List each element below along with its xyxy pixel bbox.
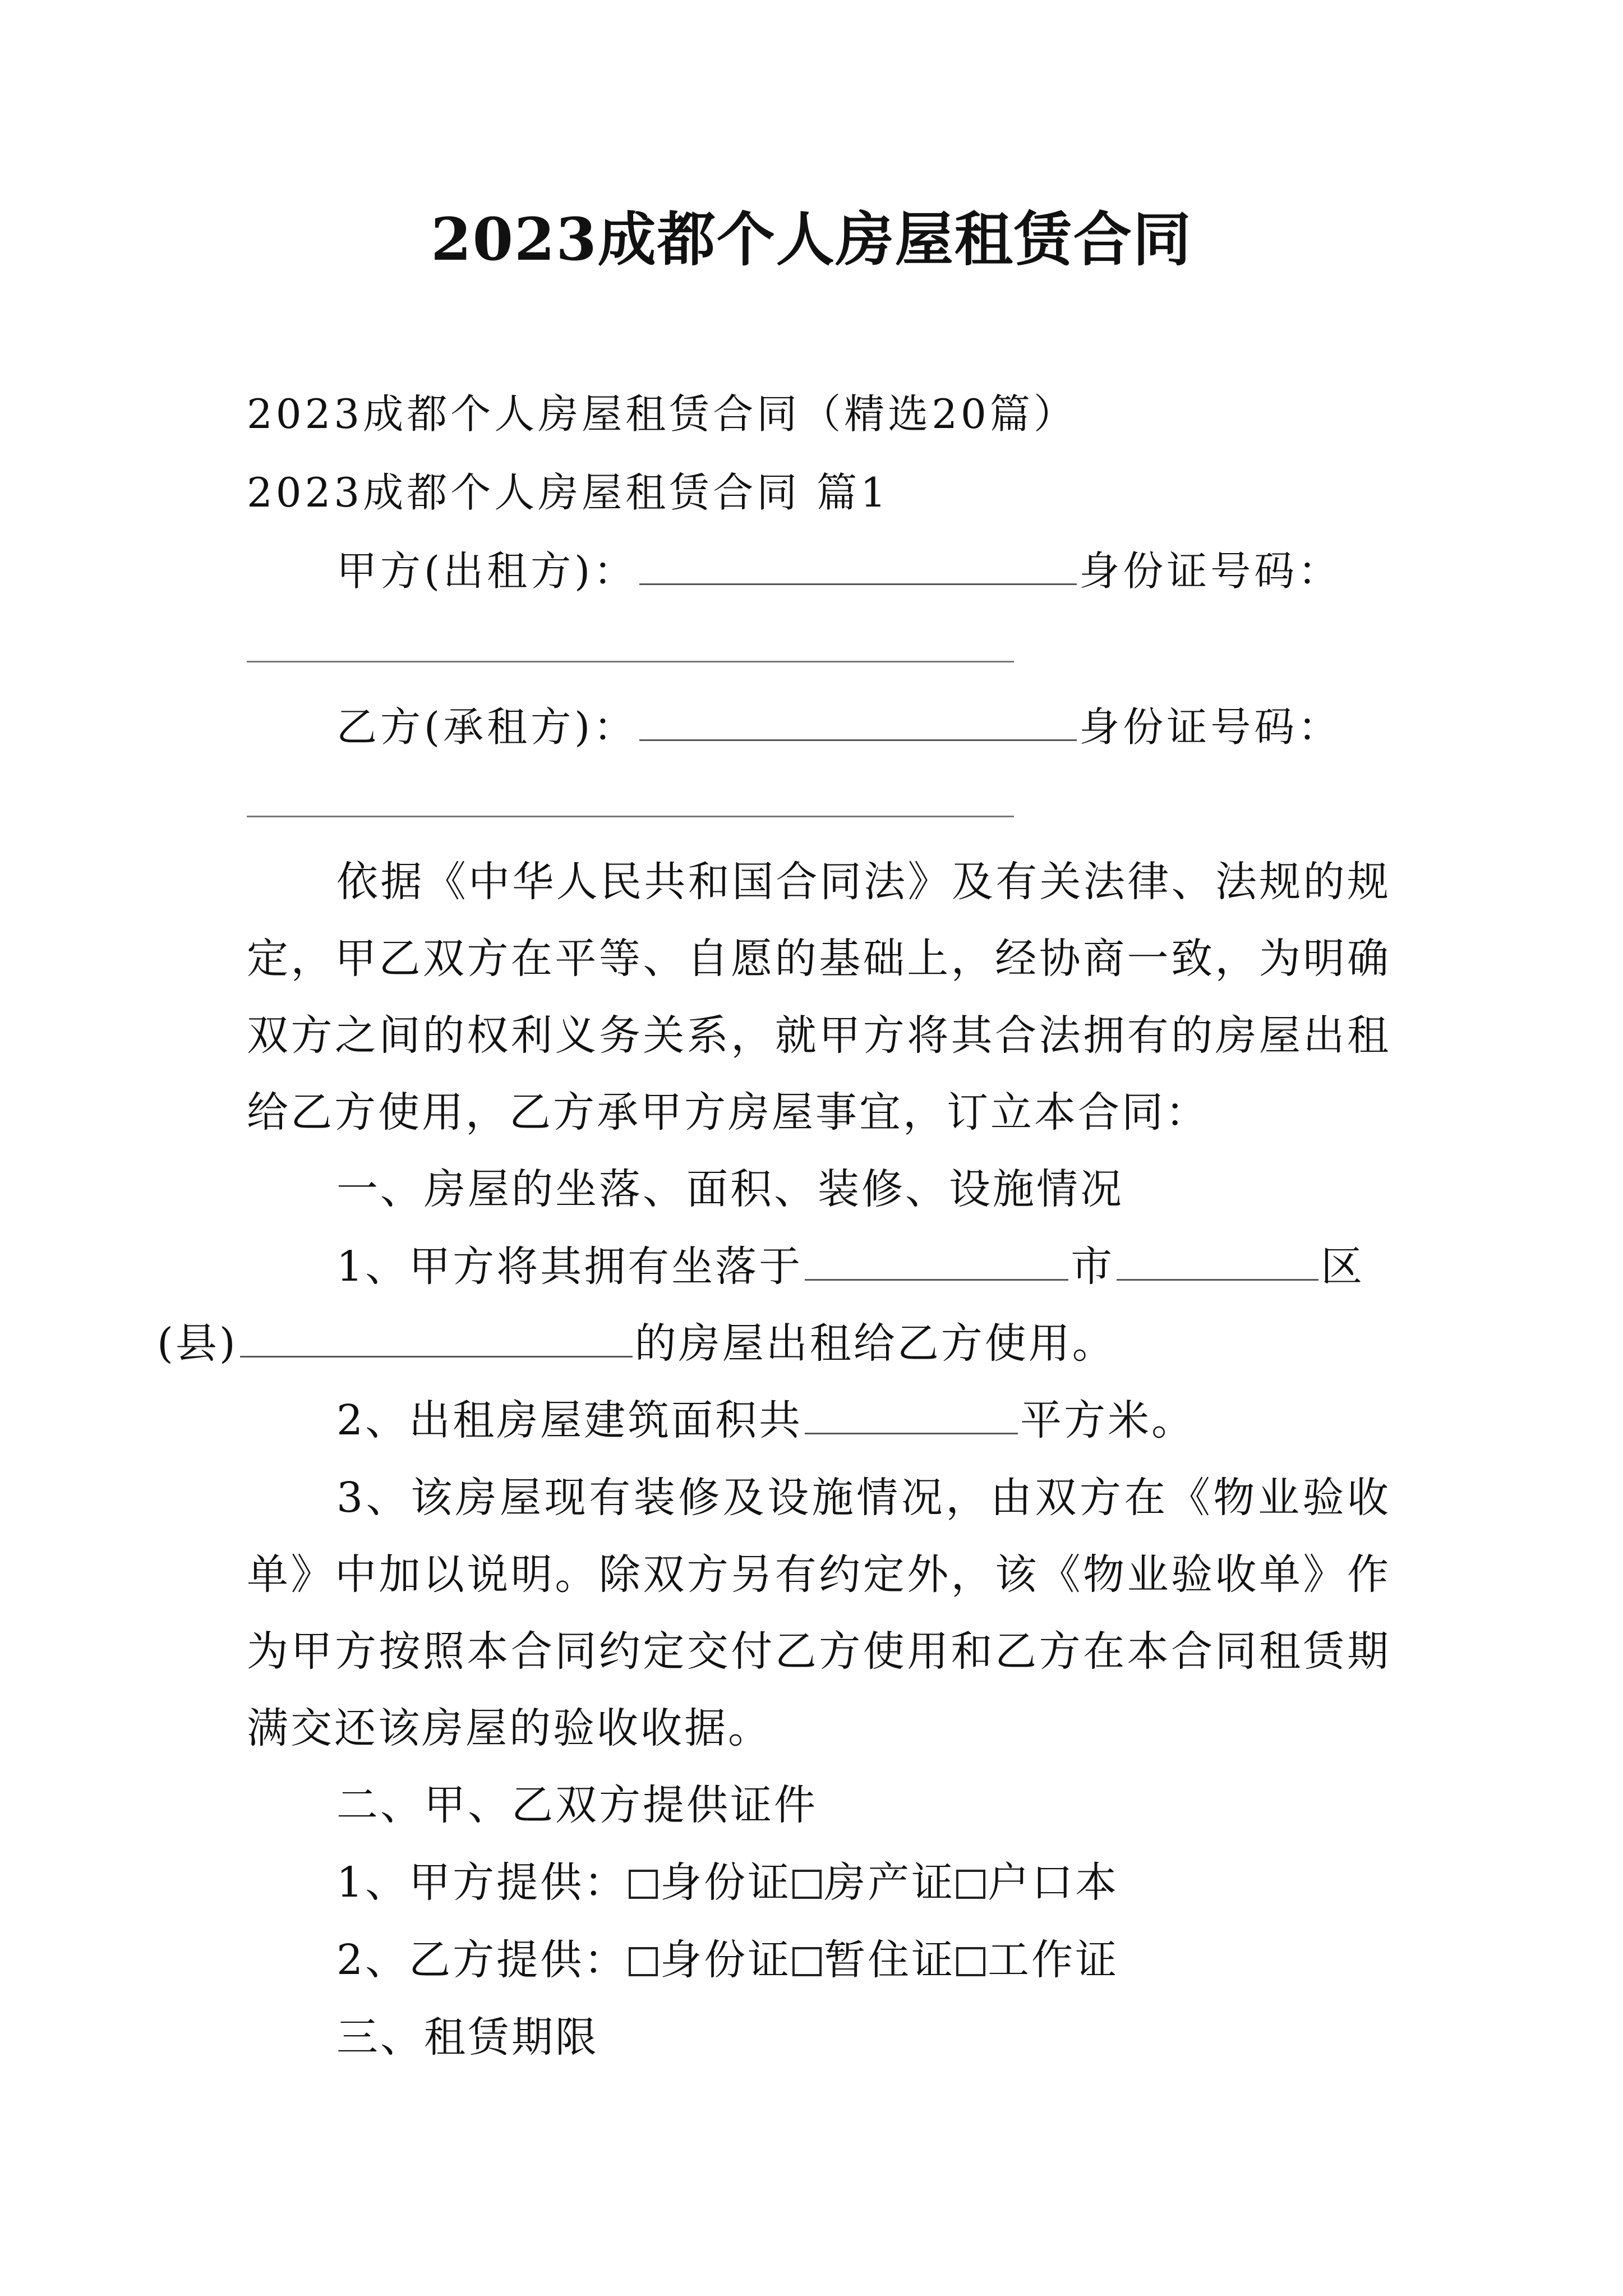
doc-id-card: 身份证 [660, 1936, 792, 1984]
checkbox-icon [956, 1947, 985, 1976]
checkbox-icon [792, 1947, 822, 1976]
item1-tail: 的房屋出租给乙方使用。 [634, 1319, 1116, 1368]
party-a-id-blank [247, 661, 1014, 662]
subtitle: 2023成都个人房屋租赁合同（精选20篇） [247, 390, 1077, 438]
party-a-docs-label: 1、甲方提供： [336, 1858, 628, 1907]
party-b-name-blank [639, 700, 1077, 741]
party-b-label: 乙方(承租方)： [336, 703, 638, 751]
party-b-id-label: 身份证号码： [1079, 703, 1342, 751]
item1-county-label: (县) [157, 1319, 238, 1368]
article3-heading: 三、租赁期限 [336, 2013, 599, 2062]
item2-prefix: 2、出租房屋建筑面积共 [336, 1396, 803, 1444]
area-blank [805, 1393, 1018, 1434]
address-blank [240, 1317, 633, 1358]
city-blank [805, 1240, 1068, 1281]
item1-prefix: 1、甲方将其拥有坐落于 [336, 1243, 803, 1291]
document-title: 2023成都个人房屋租赁合同 [431, 205, 1192, 274]
party-b-line [336, 699, 1341, 755]
article2-heading: 二、甲、乙双方提供证件 [336, 1781, 818, 1829]
doc-household-register: 户口本 [988, 1858, 1119, 1907]
party-a-label: 甲方(出租方)： [336, 547, 638, 595]
doc-id-card: 身份证 [660, 1858, 792, 1907]
article2-party-a-docs [247, 1844, 1391, 1921]
item2-unit: 平方米。 [1020, 1396, 1196, 1444]
checkbox-icon [956, 1870, 985, 1899]
party-a-line [336, 543, 1341, 599]
intro-paragraph: 依据《中华人民共和国合同法》及有关法律、法规的规定，甲乙双方在平等、自愿的基础上，经协商一致，为明确双方之间的权利义务关系，就甲方将其合法拥有的房屋出租给乙方使用，乙方承甲方房屋事宜，订立本合同： [247, 858, 1391, 1137]
section-heading: 2023成都个人房屋租赁合同 篇1 [247, 469, 889, 516]
checkbox-icon [629, 1947, 658, 1976]
article1-item3: 3、该房屋现有装修及设施情况，由双方在《物业验收单》中加以说明。除双方另有约定外，该《物业验收单》作为甲方按照本合同约定交付乙方使用和乙方在本合同租赁期满交还该房屋的验收收据。 [247, 1474, 1391, 1752]
article2-party-b-docs [247, 1922, 1391, 1999]
party-a-id-label: 身份证号码： [1079, 547, 1342, 595]
article1-heading: 一、房屋的坐落、面积、装修、设施情况 [336, 1165, 1124, 1213]
district-blank [1117, 1240, 1318, 1281]
article1-item1 [157, 1228, 1391, 1382]
item1-district-label: 区 [1321, 1243, 1365, 1291]
party-a-name-blank [639, 544, 1077, 585]
doc-property-cert: 房产证 [824, 1858, 956, 1907]
item1-city-label: 市 [1071, 1243, 1115, 1291]
checkbox-icon [629, 1870, 658, 1899]
doc-residence-permit: 暂住证 [824, 1936, 956, 1984]
checkbox-icon [792, 1870, 822, 1899]
article1-item2 [247, 1382, 1391, 1459]
party-b-docs-label: 2、乙方提供： [336, 1936, 628, 1984]
doc-work-permit: 工作证 [988, 1936, 1119, 1984]
party-b-id-blank [247, 816, 1014, 817]
